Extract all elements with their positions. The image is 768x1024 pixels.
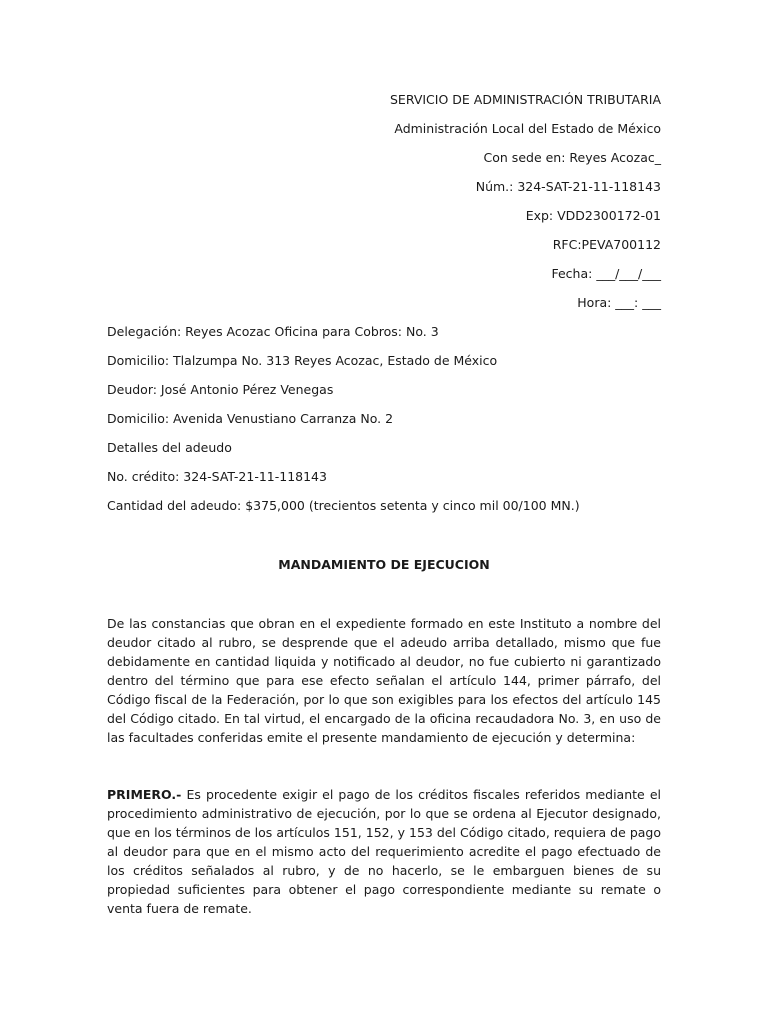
primero-label: PRIMERO.- xyxy=(107,787,182,802)
header-number: Núm.: 324-SAT-21-11-118143 xyxy=(475,179,661,194)
body-paragraph-primero xyxy=(107,785,661,918)
primero-text: Es procedente exigir el pago de los créditos fiscales referidos mediante el procedimiento administrativo de ejecución, por lo que se ordena al Ejecutor designado, que en los términos de los artículos 151, 152, y 153 del Código citado, requiera de pago al deudor para que en el mismo acto del requerimiento acredite el pago efectuado de los créditos señalados al rubro, y de no hacerlo, se le embarguen bienes de su propiedad suficientes para obtener el pago correspondiente mediante su remate o venta fuera de remate. xyxy=(107,787,661,916)
detail-address-debtor: Domicilio: Avenida Venustiano Carranza No. 2 xyxy=(107,411,394,426)
header-agency: SERVICIO DE ADMINISTRACIÓN TRIBUTARIA xyxy=(389,92,661,107)
detail-debtor: Deudor: José Antonio Pérez Venegas xyxy=(107,382,334,397)
header-rfc: RFC:PEVA700112 xyxy=(552,237,661,252)
header-seat: Con sede en: Reyes Acozac_ xyxy=(483,150,661,165)
detail-debt-amount: Cantidad del adeudo: $375,000 (trecientos setenta y cinco mil 00/100 MN.) xyxy=(107,498,580,513)
detail-credit-number: No. crédito: 324-SAT-21-11-118143 xyxy=(107,469,327,484)
document-title: MANDAMIENTO DE EJECUCION xyxy=(278,557,490,572)
header-local-admin: Administración Local del Estado de México xyxy=(394,121,661,136)
header-time: Hora: ___: ___ xyxy=(577,295,661,310)
detail-delegation: Delegación: Reyes Acozac Oficina para Cobros: No. 3 xyxy=(107,324,439,339)
header-date: Fecha: ___/___/___ xyxy=(551,266,661,281)
detail-debt-heading: Detalles del adeudo xyxy=(107,440,232,455)
detail-address-office: Domicilio: Tlalzumpa No. 313 Reyes Acozac, Estado de México xyxy=(107,353,498,368)
header-expedient: Exp: VDD2300172-01 xyxy=(525,208,661,223)
body-paragraph-1: De las constancias que obran en el expediente formado en este Instituto a nombre del deudor citado al rubro, se desprende que el adeudo arriba detallado, mismo que fue debidamente en cantidad liquida y notificado al deudor, no fue cubierto ni garantizado dentro del término que para ese efecto señalan el artículo 144, primer párrafo, del Código fiscal de la Federación, por lo que son exigibles para los efectos del artículo 145 del Código citado. En tal virtud, el encargado de la oficina recaudadora No. 3, en uso de las facultades conferidas emite el presente mandamiento de ejecución y determina: xyxy=(107,616,661,745)
